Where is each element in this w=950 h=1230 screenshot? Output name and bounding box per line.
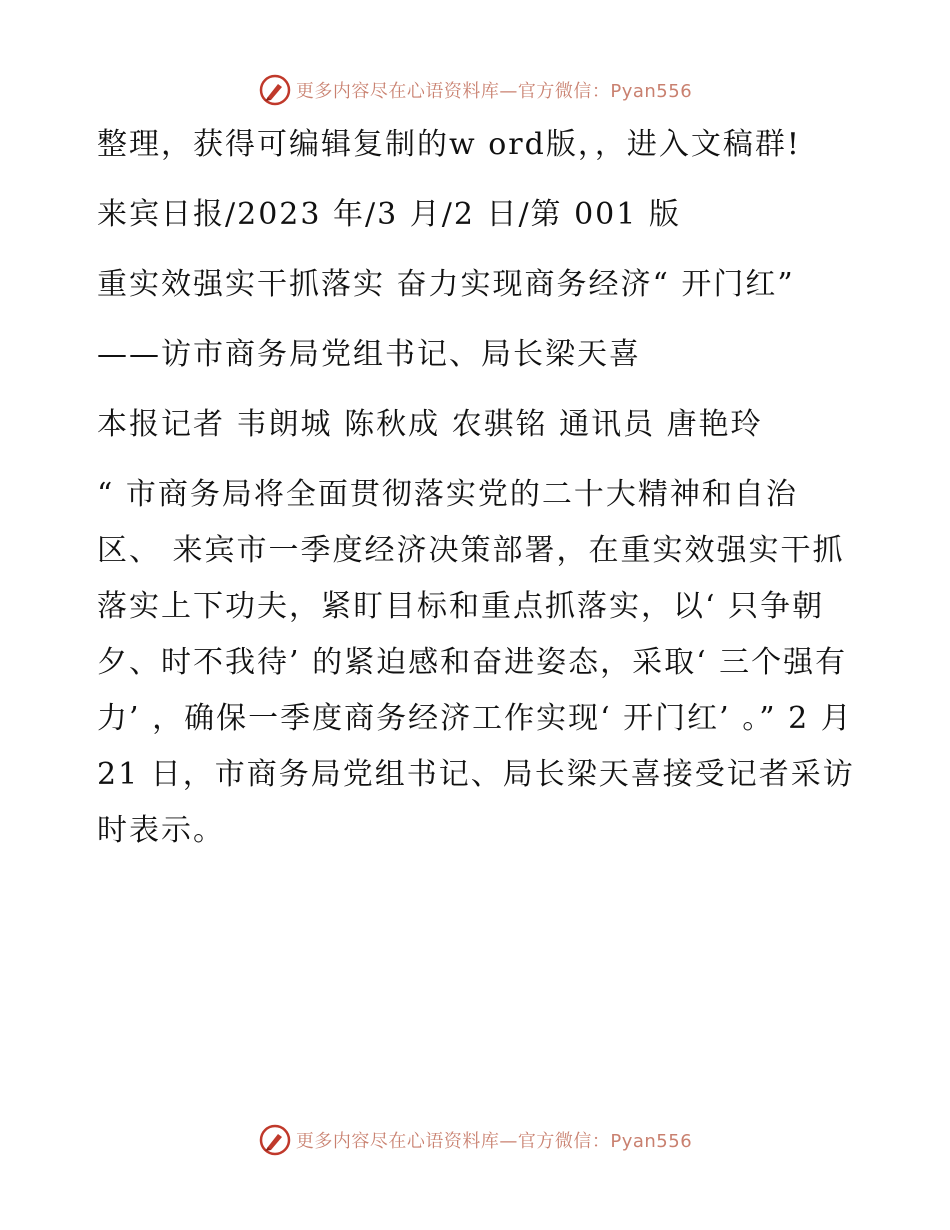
- byline: 本报记者 韦朗城 陈秋成 农骐铭 通讯员 唐艳玲: [97, 407, 763, 442]
- watermark-banner-bottom: [0, 1120, 950, 1160]
- article-title: 重实效强实干抓落实 奋力实现商务经济“ 开门红”: [97, 267, 795, 302]
- document-body: [97, 117, 857, 859]
- pen-logo-icon: [258, 1123, 292, 1157]
- watermark-text: 更多内容尽在心语资料库—官方微信：Pyan556: [295, 1131, 693, 1152]
- doc-intro: 整理，获得可编辑复制的w ord版，，进入文稿群!: [97, 127, 801, 162]
- source-line: 来宾日报/2023 年/3 月/2 日/第 001 版: [97, 197, 681, 232]
- watermark-text: 更多内容尽在心语资料库—官方微信：Pyan556: [295, 81, 693, 102]
- pen-logo-icon: [258, 73, 292, 107]
- body-paragraph: “ 市商务局将全面贯彻落实党的二十大精神和自治区、 来宾市一季度经济决策部署，在重实效强实干抓落实上下功夫，紧盯目标和重点抓落实，以‘ 只争朝夕、时不我待’ 的紧迫感和奋进姿态，采取‘ 三个强有力’ ，确保一季度商务经济工作实现‘ 开门红’ 。” 2 月 21 日，市商务局党组书记、局长梁天喜接受记者采访时表示。: [97, 477, 855, 848]
- watermark-banner-top: [0, 70, 950, 110]
- article-subtitle: ——访市商务局党组书记、局长梁天喜: [97, 337, 641, 372]
